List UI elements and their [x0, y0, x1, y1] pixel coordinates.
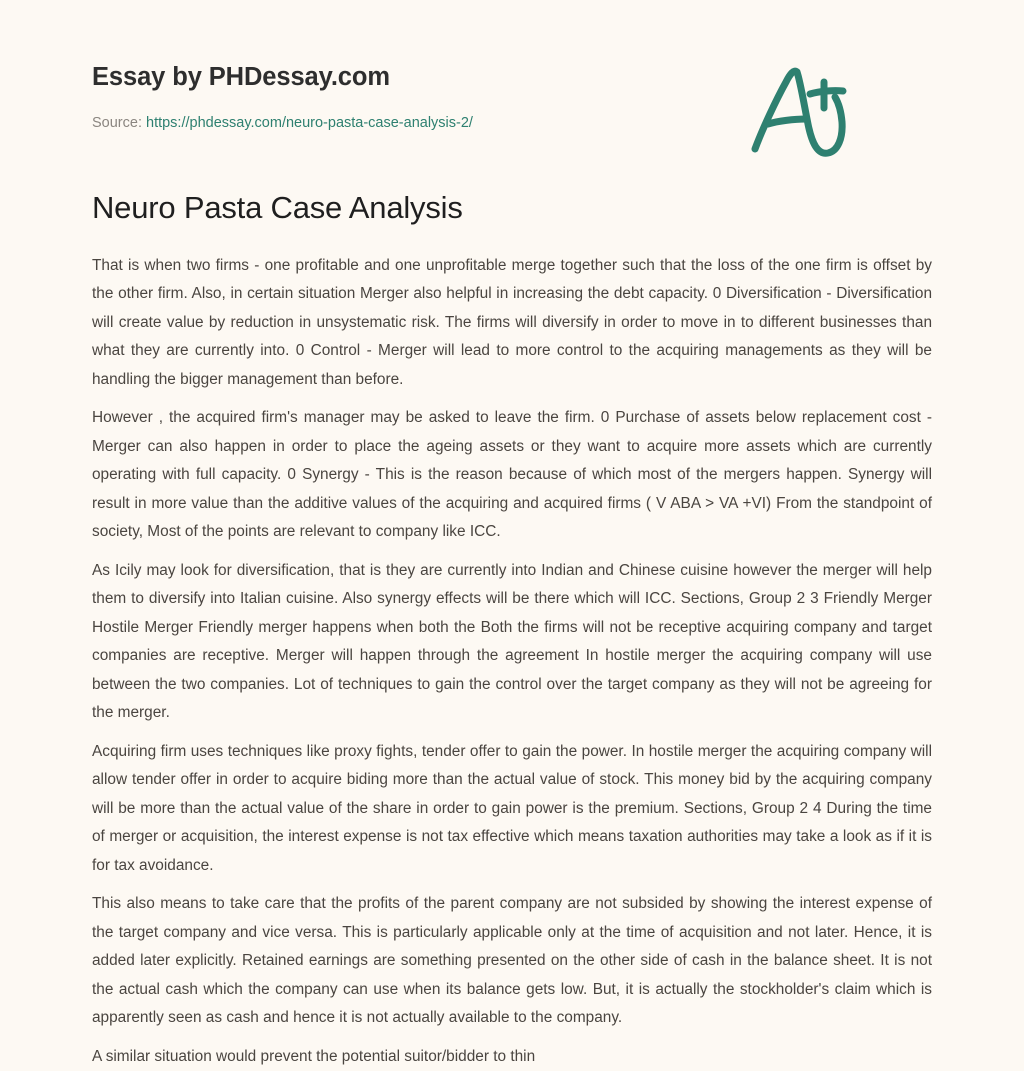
page-header: [92, 0, 932, 133]
paragraph: This also means to take care that the profits of the parent company are not subsided by showing the interest expense of the target company and vice versa. This is particularly applicable only at the time of acquisition and not later. Hence, it is added later explicitly. Retained earnings are something presented on the other side of cash in the balance sheet. It is not the actual cash which the company can use when its balance gets low. But, it is actually the stockholder's claim which is apparently seen as cash and hence it is not actually available to the company.: [92, 895, 932, 1027]
a-plus-logo-icon: [742, 56, 854, 166]
source-url-link[interactable]: https://phdessay.com/neuro-pasta-case-analysis-2/: [146, 114, 473, 131]
paragraph-truncated: A similar situation would prevent the potential suitor/bidder to thin: [92, 1047, 536, 1065]
paragraph: As Icily may look for diversification, that is they are currently into Indian and Chinese cuisine however the merger will help them to diversify into Italian cuisine. Also synergy effects will be there which will ICC. Sections, Group 2 3 Friendly Merger Hostile Merger Friendly merger happens when both the Both the firms will not be receptive acquiring company and target companies are receptive. Merger will happen through the agreement In hostile merger the acquiring company will use between the two companies. Lot of techniques to gain the control over the target company as they will not be agreeing for the merger.: [92, 561, 932, 722]
source-label: Source:: [92, 114, 146, 131]
paragraph: Acquiring firm uses techniques like proxy fights, tender offer to gain the power. In hostile merger the acquiring company will allow tender offer in order to acquire biding more than the actual value of stock. This money bid by the acquiring company will be more than the actual value of the share in order to gain power is the premium. Sections, Group 2 4 During the time of merger or acquisition, the interest expense is not tax effective which means taxation authorities may take a look as if it is for tax avoidance.: [92, 742, 932, 874]
essay-body: [92, 228, 932, 1071]
page-title: Neuro Pasta Case Analysis: [92, 189, 463, 225]
a-plus-logo-svg: [742, 56, 854, 166]
brand-title: Essay by PHDessay.com: [92, 63, 390, 91]
paragraph: That is when two firms - one profitable and one unprofitable merge together such that the loss of the one firm is offset by the other firm. Also, in certain situation Merger also helpful in increasing the debt capacity. 0 Diversification - Diversification will create value by reduction in unsystematic risk. The firms will diversify in order to move in to different businesses than what they are currently into. 0 Control - Merger will lead to more control to the acquiring managements as they will be handling the bigger management than before.: [92, 256, 932, 388]
paragraph: However , the acquired firm's manager may be asked to leave the firm. 0 Purchase of assets below replacement cost - Merger can also happen in order to place the ageing assets or they want to acquire more assets which are currently operating with full capacity. 0 Synergy - This is the reason because of which most of the mergers happen. Synergy will result in more value than the additive values of the acquiring and acquired firms ( V ABA > VA +VI) From the standpoint of society, Most of the points are relevant to company like ICC.: [92, 409, 932, 541]
